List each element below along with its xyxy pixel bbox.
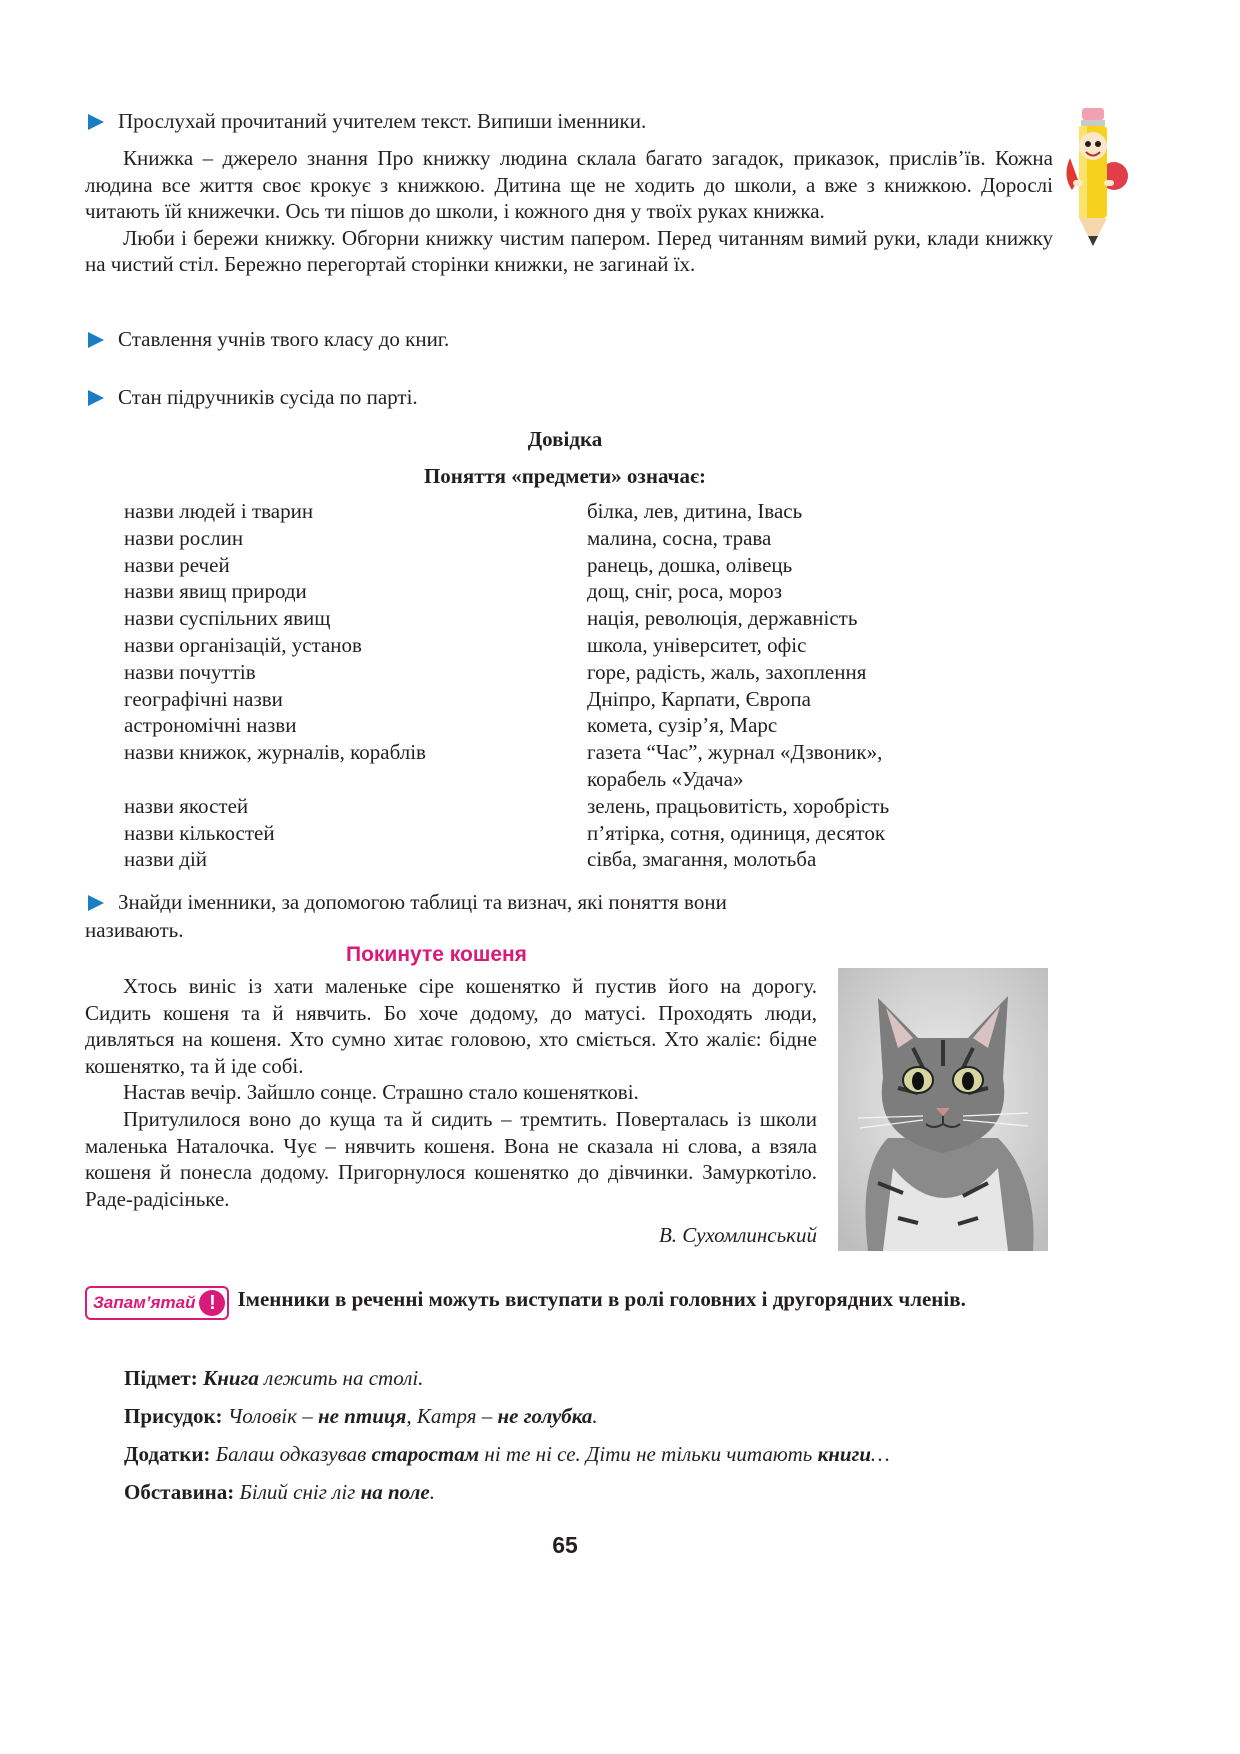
remember-rule	[85, 1285, 1053, 1320]
task-find-continuation: називають.	[85, 918, 184, 942]
reference-row: астрономічні назви комета, сузір’я, Марс	[124, 713, 778, 738]
reference-row: назви книжок, журналів, кораблів газета “Час”, журнал «Дзвоник»,	[124, 740, 883, 765]
reference-row: назви суспільних явищ нація, революція, державність	[124, 606, 858, 631]
remember-badge: Запам’ятай !	[85, 1286, 229, 1320]
reference-row: назви якостей зелень, працьовитість, хоробрість	[124, 793, 890, 818]
reference-row: назви людей і тварин білка, лев, дитина, Івась	[124, 499, 803, 523]
page-number: 65	[552, 1532, 578, 1558]
story-author: В. Сухомлинський	[658, 1223, 817, 1247]
reference-subtitle: Поняття «предмети» означає:	[423, 464, 707, 488]
reference-row: назви явищ природи дощ, сніг, роса, мороз	[124, 579, 782, 604]
task-find: Знайди іменники, за допомогою таблиці та визнач, які поняття вони	[88, 889, 727, 916]
reference-row: корабель «Удача»	[587, 766, 744, 791]
story-paragraph-1: Хтось виніс із хати маленьке сіре кошенятко й пустив його на дорогу. Сидить кошеня та й нявчить. Бо хоче додому, до матусі. Проходять люди, дивляться на кошеня. Хто сумно хитає головою, хто сміється. Хто жаліє: бідне кошенятко, та й іде собі.	[85, 974, 817, 1078]
arrow-icon	[88, 114, 104, 130]
example-adverbial: Обставина: Білий сніг ліг на поле.	[124, 1480, 436, 1504]
reference-row: назви рослин малина, сосна, трава	[124, 525, 772, 550]
story-paragraph-3: Притулилося воно до куща та й сидить – тремтить. Поверталась із школи маленька Наталочка. Чує – нявчить кошеня. Вона не сказала ні слова, а взяла кошеня й понесла додому. Пригорнулося кошенятко до дівчинки. Замуркотіло. Раде-радісіньке.	[85, 1106, 817, 1211]
story-paragraph-2: Настав вечір. Зайшло сонце. Страшно стало кошеняткові.	[123, 1080, 639, 1105]
example-subject: Підмет: Книга лежить на столі.	[124, 1366, 424, 1390]
book-paragraph-1: Книжка – джерело знання Про книжку людина склала багато загадок, приказок, прислів’їв. Кожна людина все життя своє крокує з книжкою. Дитина ще не ходить до школи, а вже з книжкою. Дорослі читають їй книжечки. Ось ти пішов до школи, і кожного дня у твоїх руках книжка.	[85, 146, 1053, 224]
arrow-icon	[88, 895, 104, 911]
pencil-mascot-icon	[1048, 106, 1128, 251]
exclamation-icon: !	[199, 1290, 225, 1316]
reference-row: назви речей ранець, дошка, олівець	[124, 552, 793, 577]
arrow-icon	[88, 390, 104, 406]
task-listen: Прослухай прочитаний учителем текст. Випиши іменники.	[88, 108, 646, 135]
reference-row: назви кількостей п’ятірка, сотня, одиниця, десяток	[124, 820, 886, 845]
reference-title: Довідка	[527, 427, 603, 451]
kitten-illustration	[838, 968, 1048, 1251]
reference-row: географічні назви Дніпро, Карпати, Європа	[124, 686, 811, 711]
example-predicate: Присудок: Чоловік – не птиця, Катря – не голубка.	[124, 1404, 598, 1428]
book-paragraph-2: Люби і бережи книжку. Обгорни книжку чистим папером. Перед читанням вимий руки, клади книжку на чистий стіл. Бережно перегортай сторінки книжки, не загинай їх.	[85, 225, 1053, 277]
story-text	[85, 973, 817, 1212]
task-attitude: Ставлення учнів твого класу до книг.	[88, 326, 449, 353]
reference-row: назви організацій, установ школа, університет, офіс	[124, 632, 807, 657]
task-textbooks: Стан підручників сусіда по парті.	[88, 384, 418, 411]
story-title: Покинуте кошеня	[346, 943, 527, 966]
reference-row: назви дій сівба, змагання, молотьба	[124, 847, 817, 872]
example-object: Додатки: Балаш одказував старостам ні те ні се. Діти не тільки читають книги…	[124, 1442, 890, 1466]
reference-row: назви почуттів горе, радість, жаль, захоплення	[124, 659, 867, 684]
book-text	[85, 145, 1053, 278]
reference-table	[124, 498, 964, 873]
rule-text: Іменники в реченні можуть виступати в ролі головних і другорядних членів.	[237, 1287, 966, 1311]
arrow-icon	[88, 332, 104, 348]
